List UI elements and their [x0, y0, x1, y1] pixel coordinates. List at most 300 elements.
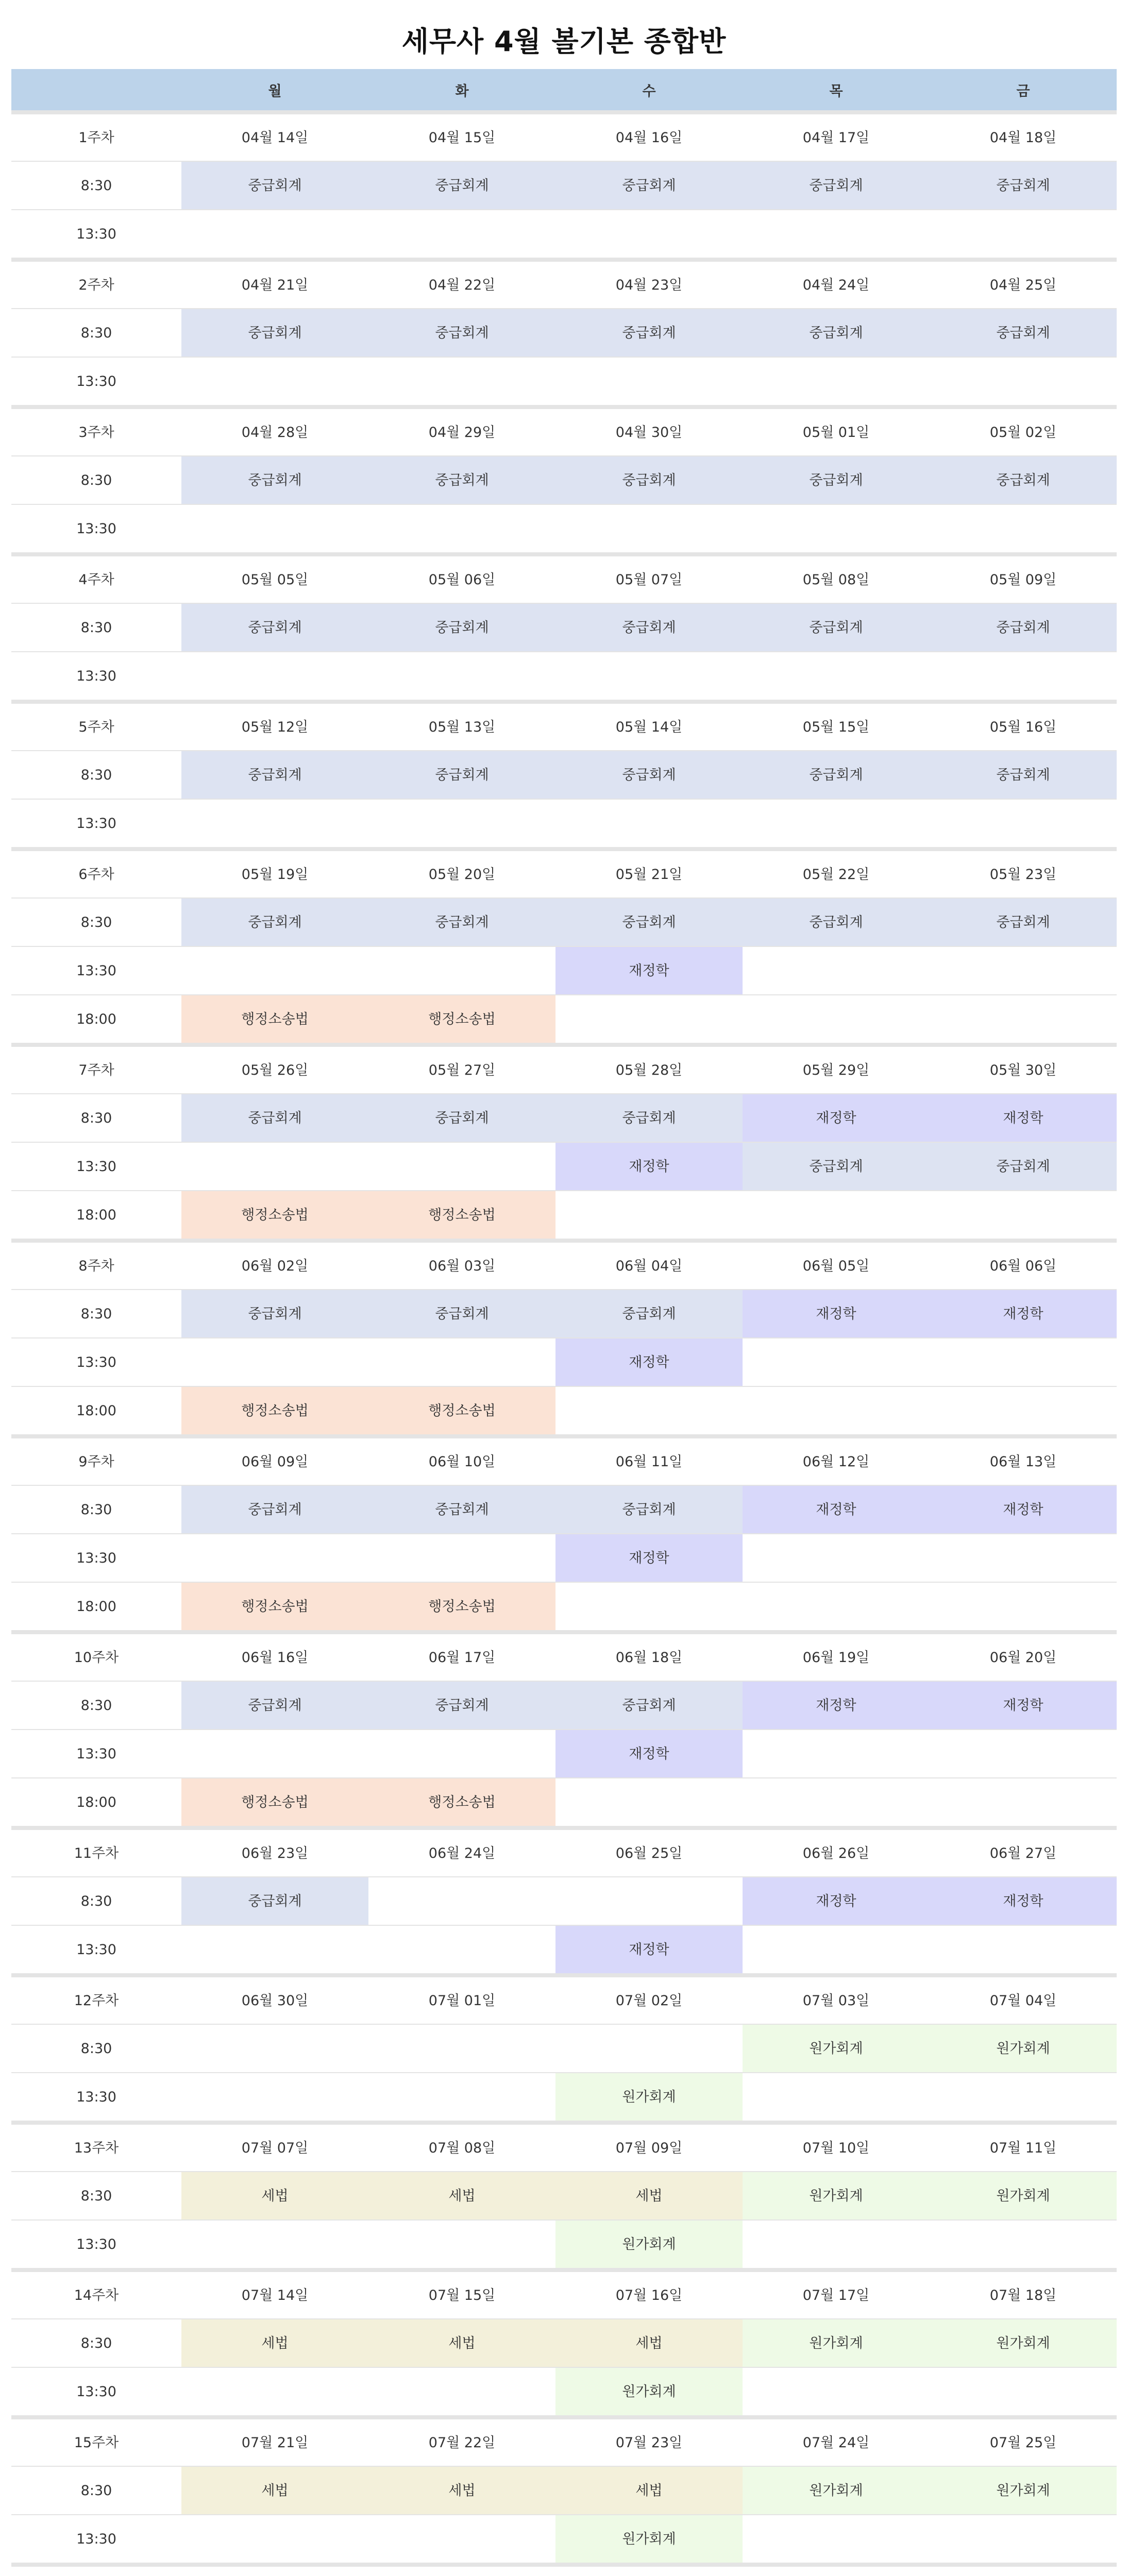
date-cell: 07월 24일	[743, 2417, 930, 2466]
empty-cell	[930, 1582, 1117, 1632]
date-cell: 04월 30일	[555, 407, 743, 456]
class-cell: 중급회계	[555, 309, 743, 357]
week-label: 14주차	[11, 2270, 181, 2319]
slot-row	[11, 357, 1117, 407]
empty-cell	[555, 995, 743, 1045]
slot-row	[11, 751, 1117, 799]
time-label: 13:30	[11, 2073, 181, 2123]
time-label: 13:30	[11, 946, 181, 995]
week-row	[11, 849, 1117, 898]
class-cell: 원가회계	[555, 2073, 743, 2123]
empty-cell	[368, 1877, 555, 1925]
class-cell: 중급회계	[368, 456, 555, 504]
empty-cell	[930, 2515, 1117, 2565]
date-cell: 06월 27일	[930, 1828, 1117, 1877]
class-cell: 중급회계	[743, 898, 930, 946]
date-cell: 07월 03일	[743, 1975, 930, 2024]
week-row	[11, 554, 1117, 603]
empty-cell	[930, 1730, 1117, 1778]
week-label: 7주차	[11, 1045, 181, 1094]
week-label: 11주차	[11, 1828, 181, 1877]
header-day-tue: 화	[368, 69, 555, 112]
time-label: 13:30	[11, 2220, 181, 2270]
empty-cell	[181, 1730, 368, 1778]
empty-cell	[743, 1534, 930, 1582]
empty-cell	[743, 946, 930, 995]
week-row	[11, 1436, 1117, 1485]
empty-cell	[181, 210, 368, 260]
empty-cell	[743, 2515, 930, 2565]
class-cell: 재정학	[930, 1094, 1117, 1142]
date-cell: 06월 09일	[181, 1436, 368, 1485]
empty-cell	[181, 2220, 368, 2270]
class-cell: 중급회계	[743, 309, 930, 357]
class-cell: 세법	[181, 2172, 368, 2220]
class-cell: 원가회계	[743, 2466, 930, 2515]
class-cell: 재정학	[743, 1485, 930, 1534]
empty-cell	[368, 504, 555, 554]
slot-row	[11, 2220, 1117, 2270]
time-label: 8:30	[11, 751, 181, 799]
slot-row	[11, 1925, 1117, 1975]
date-cell: 07월 16일	[555, 2270, 743, 2319]
class-cell: 중급회계	[368, 161, 555, 210]
class-cell: 세법	[181, 2319, 368, 2367]
date-cell: 07월 18일	[930, 2270, 1117, 2319]
date-cell: 06월 25일	[555, 1828, 743, 1877]
week-row	[11, 702, 1117, 751]
empty-cell	[368, 1338, 555, 1386]
time-label: 13:30	[11, 652, 181, 702]
empty-cell	[368, 210, 555, 260]
date-cell: 04월 15일	[368, 112, 555, 161]
class-cell: 중급회계	[181, 161, 368, 210]
empty-cell	[743, 1730, 930, 1778]
empty-cell	[930, 946, 1117, 995]
empty-cell	[743, 2367, 930, 2417]
empty-cell	[743, 2073, 930, 2123]
empty-cell	[743, 1778, 930, 1828]
date-cell: 05월 29일	[743, 1045, 930, 1094]
date-cell: 06월 20일	[930, 1632, 1117, 1681]
empty-cell	[555, 1191, 743, 1241]
time-label: 13:30	[11, 357, 181, 407]
empty-cell	[368, 1730, 555, 1778]
empty-cell	[368, 2024, 555, 2073]
date-cell: 05월 12일	[181, 702, 368, 751]
date-cell: 05월 14일	[555, 702, 743, 751]
class-cell: 재정학	[743, 1094, 930, 1142]
week-label: 12주차	[11, 1975, 181, 2024]
time-label: 13:30	[11, 799, 181, 849]
slot-row	[11, 898, 1117, 946]
class-cell: 중급회계	[181, 1681, 368, 1730]
time-label: 18:00	[11, 1386, 181, 1436]
empty-cell	[181, 946, 368, 995]
slot-row	[11, 161, 1117, 210]
date-cell: 06월 03일	[368, 1241, 555, 1290]
time-label: 13:30	[11, 2367, 181, 2417]
empty-cell	[181, 2073, 368, 2123]
date-cell: 06월 23일	[181, 1828, 368, 1877]
class-cell: 중급회계	[930, 309, 1117, 357]
time-label: 13:30	[11, 2515, 181, 2565]
date-cell: 05월 01일	[743, 407, 930, 456]
class-cell: 중급회계	[181, 309, 368, 357]
date-cell: 05월 23일	[930, 849, 1117, 898]
time-label: 8:30	[11, 2172, 181, 2220]
slot-row	[11, 2073, 1117, 2123]
time-label: 8:30	[11, 2024, 181, 2073]
empty-cell	[555, 1386, 743, 1436]
class-cell: 중급회계	[555, 1485, 743, 1534]
date-cell: 05월 09일	[930, 554, 1117, 603]
class-cell: 재정학	[743, 1290, 930, 1338]
empty-cell	[743, 1386, 930, 1436]
slot-row	[11, 1338, 1117, 1386]
class-cell: 재정학	[930, 1485, 1117, 1534]
time-label: 13:30	[11, 1142, 181, 1191]
date-cell: 06월 13일	[930, 1436, 1117, 1485]
time-label: 13:30	[11, 1925, 181, 1975]
week-label: 10주차	[11, 1632, 181, 1681]
time-label: 18:00	[11, 995, 181, 1045]
date-cell: 05월 02일	[930, 407, 1117, 456]
class-cell: 중급회계	[368, 898, 555, 946]
class-cell: 중급회계	[555, 603, 743, 652]
class-cell: 중급회계	[181, 1290, 368, 1338]
week-row	[11, 1828, 1117, 1877]
date-cell: 07월 11일	[930, 2123, 1117, 2172]
class-cell: 중급회계	[181, 898, 368, 946]
slot-row	[11, 1877, 1117, 1925]
empty-cell	[930, 504, 1117, 554]
class-cell: 중급회계	[368, 1094, 555, 1142]
class-cell: 행정소송법	[181, 1778, 368, 1828]
date-cell: 06월 04일	[555, 1241, 743, 1290]
class-cell: 중급회계	[743, 751, 930, 799]
class-cell: 세법	[181, 2466, 368, 2515]
class-cell: 중급회계	[181, 751, 368, 799]
date-cell: 05월 27일	[368, 1045, 555, 1094]
class-cell: 행정소송법	[181, 1582, 368, 1632]
class-cell: 행정소송법	[368, 1778, 555, 1828]
empty-cell	[743, 995, 930, 1045]
date-cell: 06월 26일	[743, 1828, 930, 1877]
time-label: 8:30	[11, 603, 181, 652]
slot-row	[11, 210, 1117, 260]
date-cell: 06월 02일	[181, 1241, 368, 1290]
class-cell: 재정학	[555, 1534, 743, 1582]
week-label: 8주차	[11, 1241, 181, 1290]
time-label: 18:00	[11, 1778, 181, 1828]
slot-row	[11, 309, 1117, 357]
class-cell: 원가회계	[555, 2515, 743, 2565]
class-cell: 세법	[555, 2172, 743, 2220]
class-cell: 중급회계	[743, 603, 930, 652]
empty-cell	[181, 1142, 368, 1191]
class-cell: 원가회계	[555, 2220, 743, 2270]
empty-cell	[368, 652, 555, 702]
class-cell: 원가회계	[743, 2319, 930, 2367]
time-label: 8:30	[11, 1681, 181, 1730]
class-cell: 중급회계	[555, 1681, 743, 1730]
class-cell: 원가회계	[555, 2367, 743, 2417]
empty-cell	[930, 357, 1117, 407]
class-cell: 원가회계	[743, 2172, 930, 2220]
empty-cell	[368, 1142, 555, 1191]
date-cell: 05월 22일	[743, 849, 930, 898]
empty-cell	[181, 2024, 368, 2073]
empty-cell	[743, 652, 930, 702]
week-label	[11, 2565, 181, 2576]
empty-cell	[555, 210, 743, 260]
empty-cell	[555, 1582, 743, 1632]
class-cell: 중급회계	[368, 603, 555, 652]
class-cell: 원가회계	[930, 2319, 1117, 2367]
empty-cell	[555, 1877, 743, 1925]
week-row	[11, 1241, 1117, 1290]
empty-cell	[555, 504, 743, 554]
class-cell: 원가회계	[930, 2172, 1117, 2220]
empty-cell	[555, 799, 743, 849]
date-cell: 07월 07일	[181, 2123, 368, 2172]
date-cell: 04월 14일	[181, 112, 368, 161]
empty-cell	[181, 2367, 368, 2417]
date-cell	[930, 2565, 1117, 2576]
week-row	[11, 2417, 1117, 2466]
week-row	[11, 1975, 1117, 2024]
date-cell-holiday: 05월 06일	[368, 554, 555, 603]
slot-row	[11, 2024, 1117, 2073]
empty-cell	[181, 504, 368, 554]
empty-cell	[743, 1582, 930, 1632]
empty-cell	[555, 357, 743, 407]
slot-row	[11, 1681, 1117, 1730]
class-cell: 중급회계	[368, 1290, 555, 1338]
week-label: 3주차	[11, 407, 181, 456]
date-cell: 04월 29일	[368, 407, 555, 456]
header-day-thu: 목	[743, 69, 930, 112]
week-label: 1주차	[11, 112, 181, 161]
date-cell: 05월 28일	[555, 1045, 743, 1094]
class-cell: 재정학	[743, 1681, 930, 1730]
header-day-wed: 수	[555, 69, 743, 112]
empty-cell	[368, 1925, 555, 1975]
time-label: 13:30	[11, 1730, 181, 1778]
class-cell: 행정소송법	[181, 1386, 368, 1436]
date-cell: 04월 17일	[743, 112, 930, 161]
header-row	[11, 69, 1117, 112]
class-cell: 행정소송법	[368, 1386, 555, 1436]
class-cell: 중급회계	[181, 456, 368, 504]
time-label: 8:30	[11, 309, 181, 357]
class-cell: 중급회계	[743, 1142, 930, 1191]
class-cell: 재정학	[555, 1730, 743, 1778]
slot-row	[11, 995, 1117, 1045]
empty-cell	[743, 1338, 930, 1386]
slot-row	[11, 1582, 1117, 1632]
time-label: 13:30	[11, 504, 181, 554]
week-label: 13주차	[11, 2123, 181, 2172]
date-cell: 04월 22일	[368, 260, 555, 309]
empty-cell	[555, 652, 743, 702]
slot-row	[11, 504, 1117, 554]
class-cell: 중급회계	[743, 456, 930, 504]
date-cell: 05월 08일	[743, 554, 930, 603]
date-cell-holiday: 06월 06일	[930, 1241, 1117, 1290]
date-cell: 06월 05일	[743, 1241, 930, 1290]
class-cell: 세법	[368, 2172, 555, 2220]
empty-cell	[930, 1534, 1117, 1582]
class-cell: 중급회계	[181, 1485, 368, 1534]
empty-cell	[930, 995, 1117, 1045]
empty-cell	[555, 1778, 743, 1828]
date-cell: 04월 28일	[181, 407, 368, 456]
empty-cell	[930, 210, 1117, 260]
date-cell: 07월 09일	[555, 2123, 743, 2172]
slot-row	[11, 1730, 1117, 1778]
week-label: 9주차	[11, 1436, 181, 1485]
week-label: 15주차	[11, 2417, 181, 2466]
empty-cell	[930, 1925, 1117, 1975]
class-cell: 중급회계	[181, 1877, 368, 1925]
date-cell: 04월 18일	[930, 112, 1117, 161]
class-cell: 중급회계	[555, 161, 743, 210]
week-row	[11, 407, 1117, 456]
empty-cell	[743, 799, 930, 849]
time-label: 13:30	[11, 210, 181, 260]
class-cell: 중급회계	[368, 1485, 555, 1534]
date-cell: 07월 25일	[930, 2417, 1117, 2466]
class-cell: 중급회계	[930, 751, 1117, 799]
empty-cell	[743, 1925, 930, 1975]
empty-cell	[930, 2073, 1117, 2123]
header-corner	[11, 69, 181, 112]
schedule-body	[11, 112, 1117, 2576]
empty-cell	[181, 652, 368, 702]
time-label: 8:30	[11, 1877, 181, 1925]
slot-row	[11, 1142, 1117, 1191]
date-cell: 05월 30일	[930, 1045, 1117, 1094]
class-cell: 세법	[555, 2466, 743, 2515]
empty-cell	[181, 1338, 368, 1386]
slot-row	[11, 2319, 1117, 2367]
class-cell: 세법	[368, 2466, 555, 2515]
date-cell: 07월 15일	[368, 2270, 555, 2319]
week-row	[11, 2565, 1117, 2576]
date-cell: 07월 21일	[181, 2417, 368, 2466]
class-cell: 행정소송법	[368, 1191, 555, 1241]
date-cell: 07월 23일	[555, 2417, 743, 2466]
empty-cell	[368, 2367, 555, 2417]
week-label: 5주차	[11, 702, 181, 751]
date-cell: 07월 02일	[555, 1975, 743, 2024]
empty-cell	[930, 1191, 1117, 1241]
date-cell: 06월 30일	[181, 1975, 368, 2024]
date-cell: 04월 21일	[181, 260, 368, 309]
class-cell: 행정소송법	[181, 1191, 368, 1241]
time-label: 13:30	[11, 1534, 181, 1582]
class-cell: 재정학	[930, 1877, 1117, 1925]
time-label: 8:30	[11, 2319, 181, 2367]
time-label: 8:30	[11, 1094, 181, 1142]
slot-row	[11, 1094, 1117, 1142]
week-row	[11, 260, 1117, 309]
slot-row	[11, 1778, 1117, 1828]
page-title: 세무사 4월 볼기본 종합반	[401, 25, 727, 58]
empty-cell	[181, 1534, 368, 1582]
class-cell: 재정학	[930, 1290, 1117, 1338]
empty-cell	[930, 1338, 1117, 1386]
class-cell: 중급회계	[555, 456, 743, 504]
header-day-mon: 월	[181, 69, 368, 112]
week-row	[11, 1045, 1117, 1094]
slot-row	[11, 652, 1117, 702]
class-cell: 행정소송법	[368, 995, 555, 1045]
slot-row	[11, 456, 1117, 504]
class-cell: 재정학	[555, 1338, 743, 1386]
class-cell: 중급회계	[743, 161, 930, 210]
class-cell: 중급회계	[368, 309, 555, 357]
class-cell: 중급회계	[930, 456, 1117, 504]
date-cell: 07월 10일	[743, 2123, 930, 2172]
class-cell: 중급회계	[555, 1094, 743, 1142]
empty-cell	[181, 2515, 368, 2565]
date-cell: 05월 20일	[368, 849, 555, 898]
empty-cell	[368, 799, 555, 849]
slot-row	[11, 946, 1117, 995]
time-label: 8:30	[11, 456, 181, 504]
date-cell: 07월 08일	[368, 2123, 555, 2172]
date-cell: 06월 18일	[555, 1632, 743, 1681]
time-label: 8:30	[11, 161, 181, 210]
class-cell: 중급회계	[181, 1094, 368, 1142]
slot-row	[11, 603, 1117, 652]
empty-cell	[930, 2220, 1117, 2270]
empty-cell	[930, 2367, 1117, 2417]
class-cell: 중급회계	[930, 161, 1117, 210]
empty-cell	[743, 2220, 930, 2270]
class-cell: 중급회계	[368, 1681, 555, 1730]
time-label: 13:30	[11, 1338, 181, 1386]
class-cell: 중급회계	[555, 898, 743, 946]
date-cell: 06월 12일	[743, 1436, 930, 1485]
slot-row	[11, 1534, 1117, 1582]
schedule-table	[11, 69, 1117, 2576]
class-cell: 재정학	[930, 1681, 1117, 1730]
empty-cell	[930, 1386, 1117, 1436]
slot-row	[11, 1290, 1117, 1338]
slot-row	[11, 2466, 1117, 2515]
time-label: 8:30	[11, 2466, 181, 2515]
class-cell: 재정학	[555, 1925, 743, 1975]
date-cell: 07월 01일	[368, 1975, 555, 2024]
date-cell: 05월 07일	[555, 554, 743, 603]
time-label: 8:30	[11, 898, 181, 946]
class-cell: 중급회계	[555, 1290, 743, 1338]
class-cell: 원가회계	[743, 2024, 930, 2073]
slot-row	[11, 2367, 1117, 2417]
date-cell: 07월 22일	[368, 2417, 555, 2466]
date-cell: 04월 25일	[930, 260, 1117, 309]
empty-cell	[181, 799, 368, 849]
date-cell	[181, 2565, 368, 2576]
class-cell: 중급회계	[930, 603, 1117, 652]
date-cell: 06월 24일	[368, 1828, 555, 1877]
date-cell: 05월 16일	[930, 702, 1117, 751]
empty-cell	[743, 210, 930, 260]
